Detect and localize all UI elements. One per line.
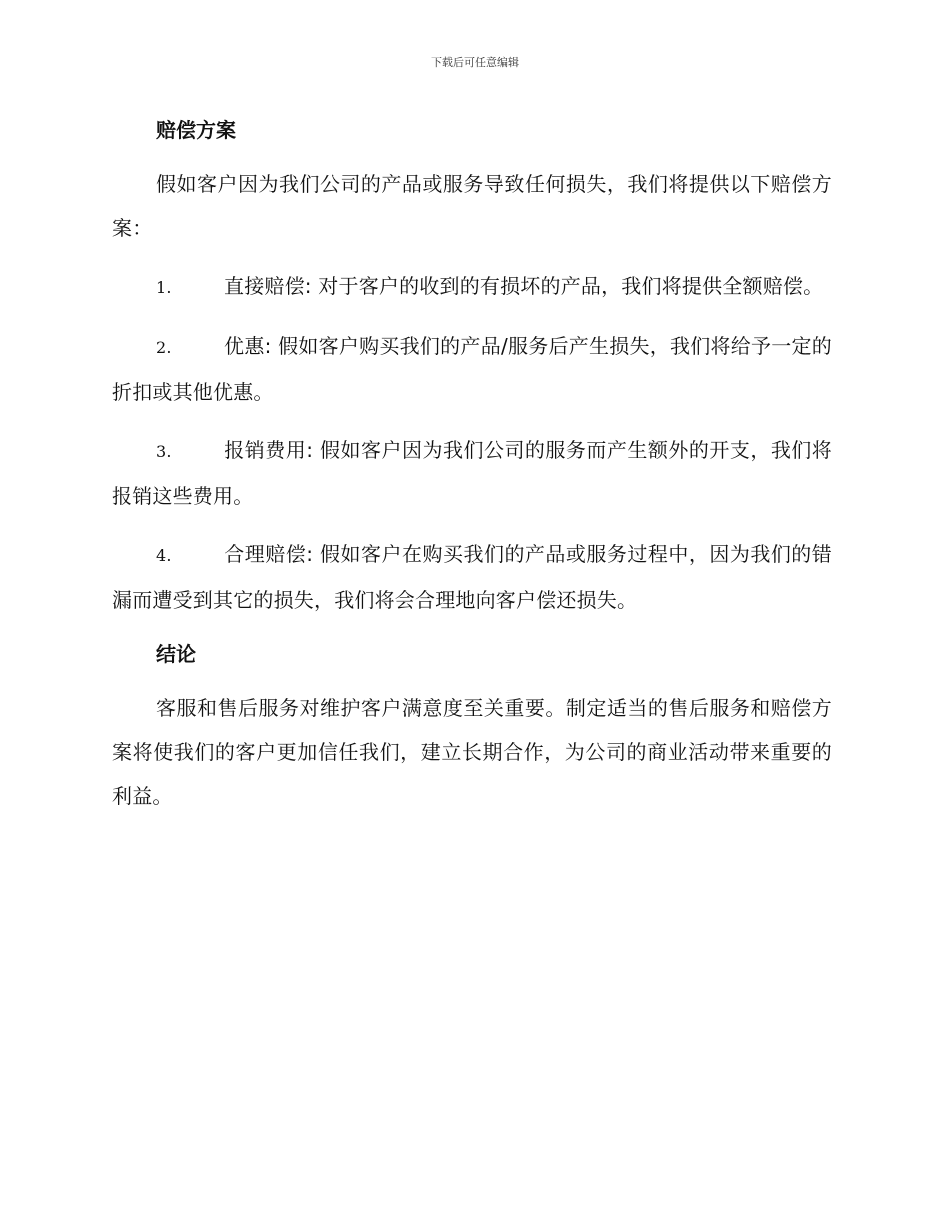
list-number: 4.	[156, 546, 172, 565]
header-note: 下载后可任意编辑	[431, 56, 519, 69]
list-item	[112, 264, 832, 310]
compensation-list	[112, 264, 832, 622]
list-number: 1.	[156, 278, 172, 297]
list-item	[112, 532, 832, 622]
list-item-text: 优惠: 假如客户购买我们的产品/服务后产生损失，我们将给予一定的折扣或其他优惠。	[112, 334, 832, 404]
section-compensation	[112, 112, 832, 622]
list-item	[112, 324, 832, 414]
list-item	[112, 428, 832, 518]
conclusion-body: 客服和售后服务对维护客户满意度至关重要。制定适当的售后服务和赔偿方案将使我们的客户更加信任我们，建立长期合作，为公司的商业活动带来重要的利益。	[112, 696, 832, 808]
section-heading-conclusion: 结论	[156, 642, 196, 666]
compensation-intro: 假如客户因为我们公司的产品或服务导致任何损失，我们将提供以下赔偿方案：	[112, 172, 832, 240]
list-item-text: 报销费用: 假如客户因为我们公司的服务而产生额外的开支，我们将报销这些费用。	[112, 438, 832, 508]
section-conclusion	[112, 636, 832, 818]
list-item-text: 合理赔偿: 假如客户在购买我们的产品或服务过程中，因为我们的错漏而遭受到其它的损失，我们将会合理地向客户偿还损失。	[112, 542, 832, 612]
list-number: 3.	[156, 442, 172, 461]
list-number: 2.	[156, 338, 172, 357]
document-body	[112, 112, 832, 832]
list-item-text: 直接赔偿: 对于客户的收到的有损坏的产品，我们将提供全额赔偿。	[224, 274, 824, 298]
section-heading-compensation: 赔偿方案	[156, 118, 236, 142]
